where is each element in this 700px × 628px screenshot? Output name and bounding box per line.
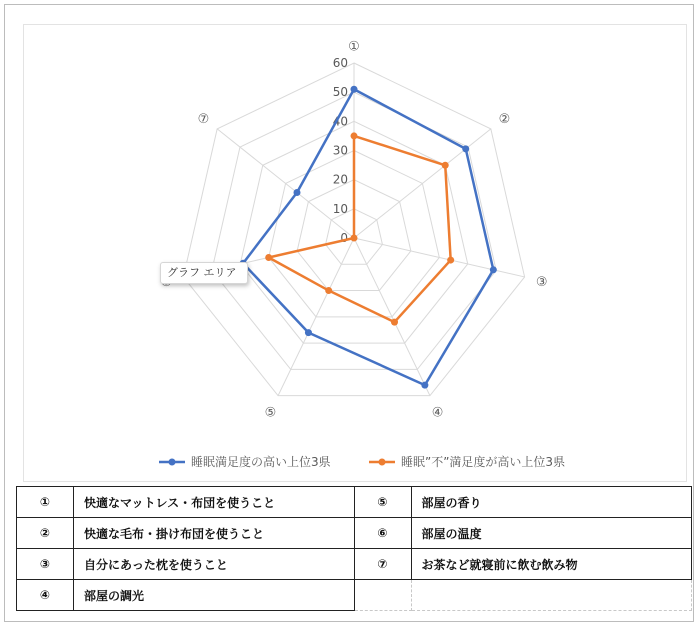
item-number: ⑤ — [354, 487, 411, 518]
empty-cell — [354, 580, 411, 611]
chart-area-tooltip: グラフ エリア — [160, 262, 248, 284]
series-line — [243, 89, 493, 385]
empty-cell — [411, 580, 692, 611]
legend-label: 睡眠”不”満足度が高い上位3県 — [401, 455, 566, 469]
series-point — [351, 235, 358, 242]
radar-tick-label: 20 — [332, 172, 348, 187]
chart-area[interactable] — [23, 24, 687, 482]
item-number: ③ — [17, 549, 74, 580]
series-point — [325, 287, 332, 294]
item-number: ② — [17, 518, 74, 549]
series-point — [462, 145, 469, 152]
radar-axis-label: ④ — [431, 405, 444, 421]
item-label: お茶など就寝前に飲む飲み物 — [411, 549, 692, 580]
legend-label: 睡眠満足度の高い上位3県 — [191, 455, 331, 469]
radar-axis-label: ③ — [535, 274, 548, 290]
series-point — [391, 319, 398, 326]
radar-spoke — [354, 129, 491, 238]
legend-marker — [169, 459, 176, 466]
series-point — [447, 257, 454, 264]
radar-tick-label: 40 — [332, 114, 348, 129]
table-row — [17, 487, 692, 518]
item-label: 部屋の香り — [411, 487, 692, 518]
item-label: 部屋の温度 — [411, 518, 692, 549]
series-point — [442, 162, 449, 169]
table-row — [17, 580, 692, 611]
series-point — [351, 132, 358, 139]
series-point — [490, 266, 497, 273]
table-row — [17, 549, 692, 580]
radar-tick-label: 30 — [332, 143, 348, 158]
legend-marker — [379, 459, 386, 466]
item-number: ⑥ — [354, 518, 411, 549]
series-point — [265, 254, 272, 261]
radar-axis-label: ⑦ — [197, 111, 210, 127]
radar-tick-label: 60 — [332, 56, 348, 70]
radar-tick-label: 50 — [332, 85, 348, 100]
item-number: ① — [17, 487, 74, 518]
item-label: 快適なマットレス・布団を使うこと — [74, 487, 355, 518]
series-point — [421, 382, 428, 389]
table-row — [17, 518, 692, 549]
item-label: 部屋の調光 — [74, 580, 355, 611]
series-point — [293, 189, 300, 196]
radar-axis-label: ⑤ — [264, 405, 277, 421]
radar-chart — [24, 25, 688, 483]
radar-axis-label: ② — [498, 111, 511, 127]
radar-tick-label: 0 — [340, 231, 348, 245]
radar-tick-label: 10 — [332, 201, 348, 216]
series-point — [305, 329, 312, 336]
series-line — [269, 136, 451, 322]
series-point — [351, 86, 358, 93]
radar-axis-label: ① — [348, 39, 360, 55]
item-number: ⑦ — [354, 549, 411, 580]
item-number: ④ — [17, 580, 74, 611]
item-label: 快適な毛布・掛け布団を使うこと — [74, 518, 355, 549]
item-label: 自分にあった枕を使うこと — [74, 549, 355, 580]
item-legend-table — [16, 486, 692, 611]
